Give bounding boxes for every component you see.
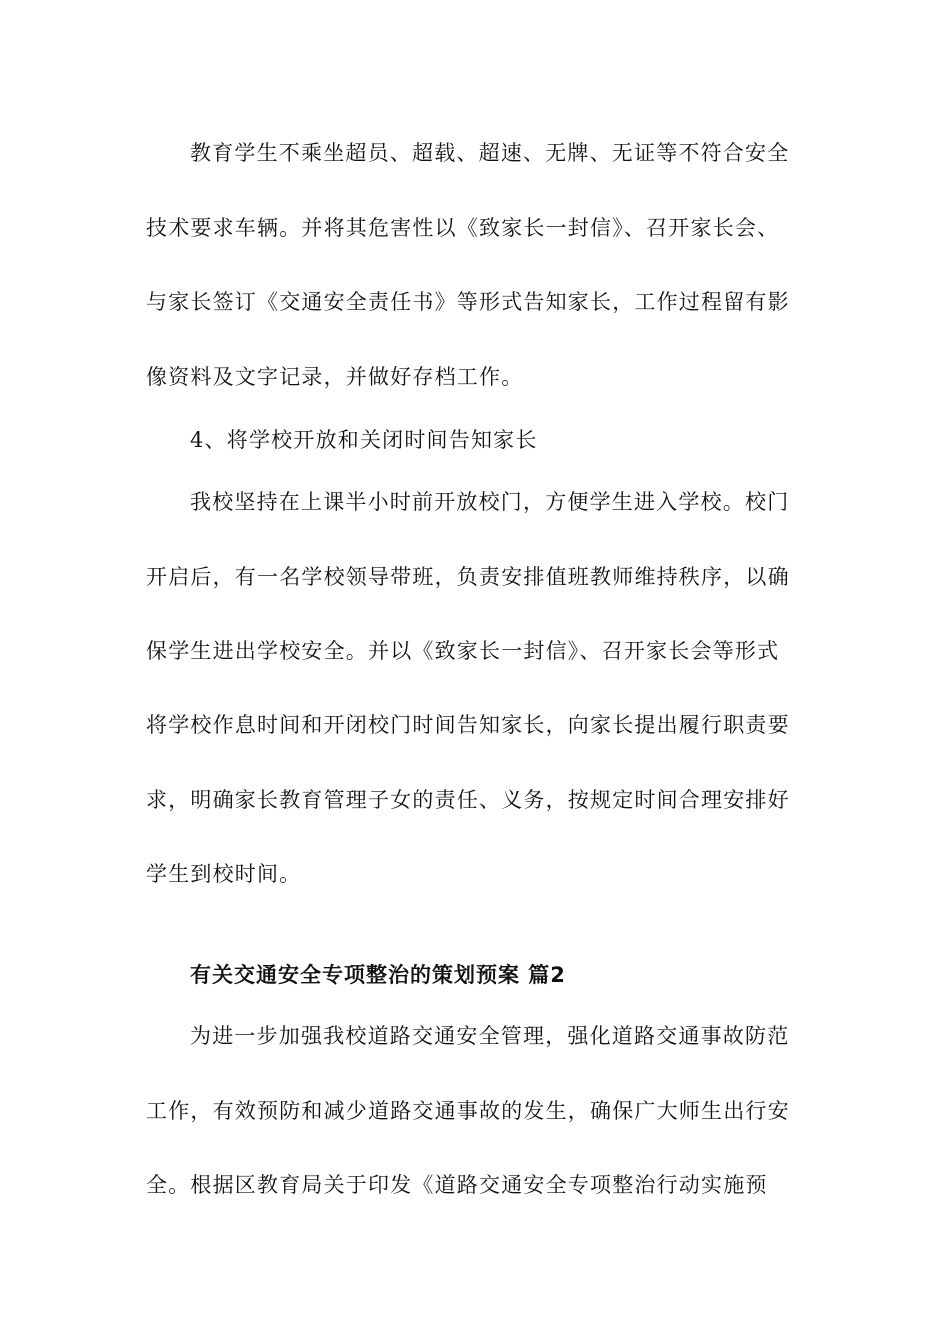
paragraph-1-line-2: 技术要求车辆。并将其危害性以《致家长一封信》、召开家长会、 xyxy=(146,216,780,240)
paragraph-2-line-5: 求，明确家长教育管理子女的责任、义务，按规定时间合理安排好 xyxy=(146,788,790,812)
paragraph-3-line-2: 工作，有效预防和减少道路交通事故的发生，确保广大师生出行安 xyxy=(146,1099,790,1123)
item-4-title: 4、将学校开放和关闭时间告知家长 xyxy=(190,428,538,452)
section-heading: 有关交通安全专项整治的策划预案 篇2 xyxy=(190,963,566,987)
paragraph-1-line-3: 与家长签订《交通安全责任书》等形式告知家长，工作过程留有影 xyxy=(146,290,790,314)
paragraph-3-line-3: 全。根据区教育局关于印发《道路交通安全专项整治行动实施预 xyxy=(146,1173,768,1197)
paragraph-1-line-1: 教育学生不乘坐超员、超载、超速、无牌、无证等不符合安全 xyxy=(190,141,790,165)
paragraph-2-line-6: 学生到校时间。 xyxy=(146,862,302,886)
paragraph-2-line-2: 开启后，有一名学校领导带班，负责安排值班教师维持秩序，以确 xyxy=(146,565,790,589)
paragraph-2-line-4: 将学校作息时间和开闭校门时间告知家长，向家长提出履行职责要 xyxy=(146,713,790,737)
paragraph-2-line-1: 我校坚持在上课半小时前开放校门，方便学生进入学校。校门 xyxy=(190,490,790,514)
paragraph-3-line-1: 为进一步加强我校道路交通安全管理，强化道路交通事故防范 xyxy=(190,1024,790,1048)
paragraph-2-line-3: 保学生进出学校安全。并以《致家长一封信》、召开家长会等形式 xyxy=(146,639,780,663)
paragraph-1-line-4: 像资料及文字记录，并做好存档工作。 xyxy=(146,365,524,389)
